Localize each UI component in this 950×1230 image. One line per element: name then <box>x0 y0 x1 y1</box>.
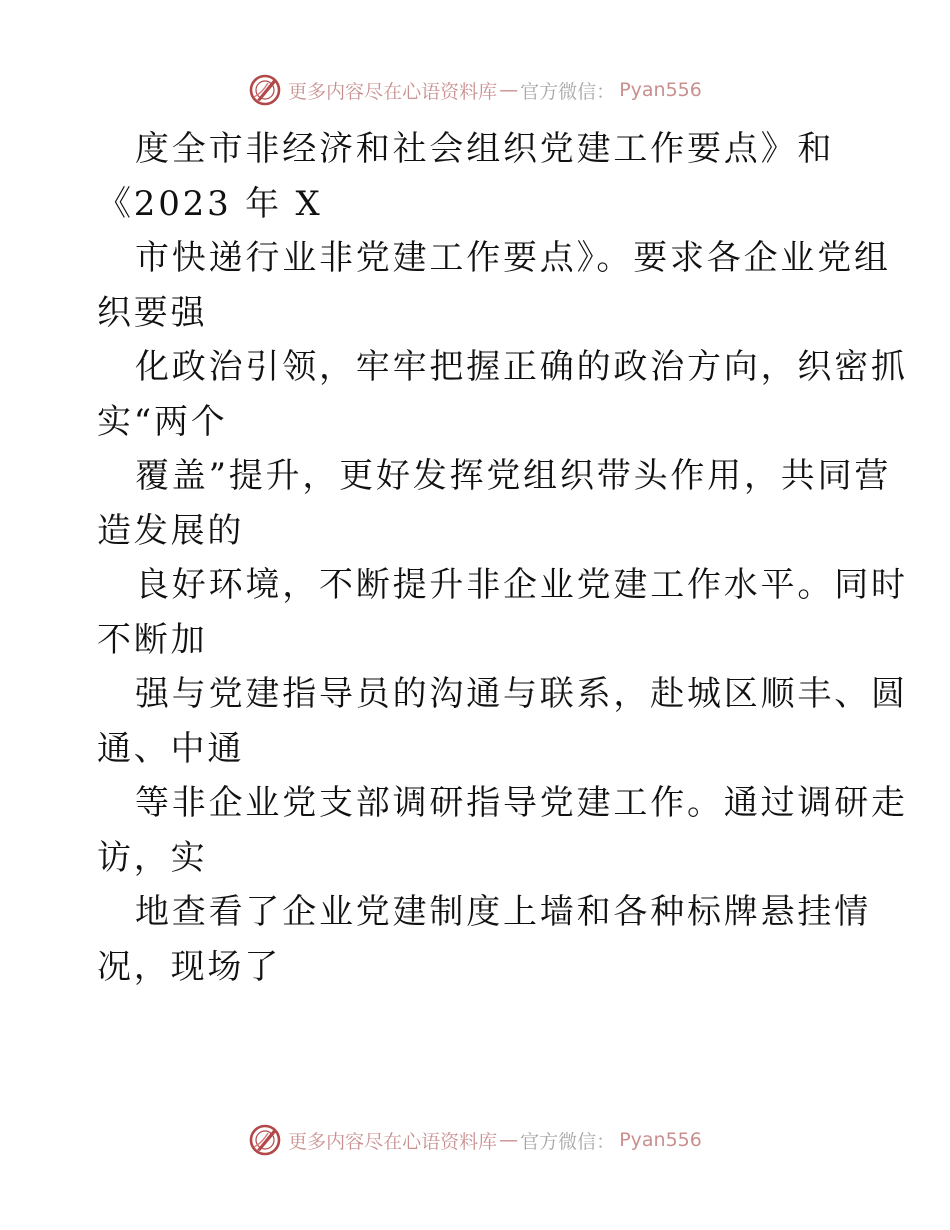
header-watermark <box>0 70 950 110</box>
watermark-side-text: 官方微信： <box>520 80 616 103</box>
text-line: 《2023 年 X <box>97 183 323 224</box>
text-line: 实“两个 <box>97 401 228 442</box>
watermark-side-text: 官方微信： <box>520 1130 616 1153</box>
text-line: 地查看了企业党建制度上墙和各种标牌悬挂情 <box>135 892 871 932</box>
footer-watermark <box>0 1120 950 1160</box>
watermark-dash: — <box>499 79 519 101</box>
text-line: 织要强 <box>97 292 208 333</box>
text-line: 况，现场了 <box>97 946 281 987</box>
watermark-wechat-id: Pyan556 <box>619 79 702 101</box>
text-line: 通、中通 <box>97 728 245 769</box>
text-line: 不断加 <box>97 619 208 660</box>
document-body <box>97 122 908 994</box>
text-line: 访，实 <box>97 837 208 878</box>
text-line: 市快递行业非党建工作要点》。要求各企业党组 <box>135 238 891 278</box>
text-line: 强与党建指导员的沟通与联系，赴城区顺丰、圆 <box>135 674 908 714</box>
text-line: 覆盖”提升，更好发挥党组织带头作用，共同营 <box>135 456 892 496</box>
watermark-main-text: 更多内容尽在心语资料库 <box>288 80 498 103</box>
text-line: 度全市非经济和社会组织党建工作要点》和 <box>135 129 835 169</box>
text-line: 化政治引领，牢牢把握正确的政治方向，织密抓 <box>135 347 908 387</box>
watermark-dash: — <box>499 1129 519 1151</box>
text-line: 等非企业党支部调研指导党建工作。通过调研走 <box>135 783 908 823</box>
watermark-main-text: 更多内容尽在心语资料库 <box>288 1130 498 1153</box>
watermark-wechat-id: Pyan556 <box>619 1129 702 1151</box>
quill-logo-icon <box>248 73 282 107</box>
quill-logo-icon <box>248 1123 282 1157</box>
text-line: 造发展的 <box>97 510 245 551</box>
text-line: 良好环境，不断提升非企业党建工作水平。同时 <box>135 565 908 605</box>
